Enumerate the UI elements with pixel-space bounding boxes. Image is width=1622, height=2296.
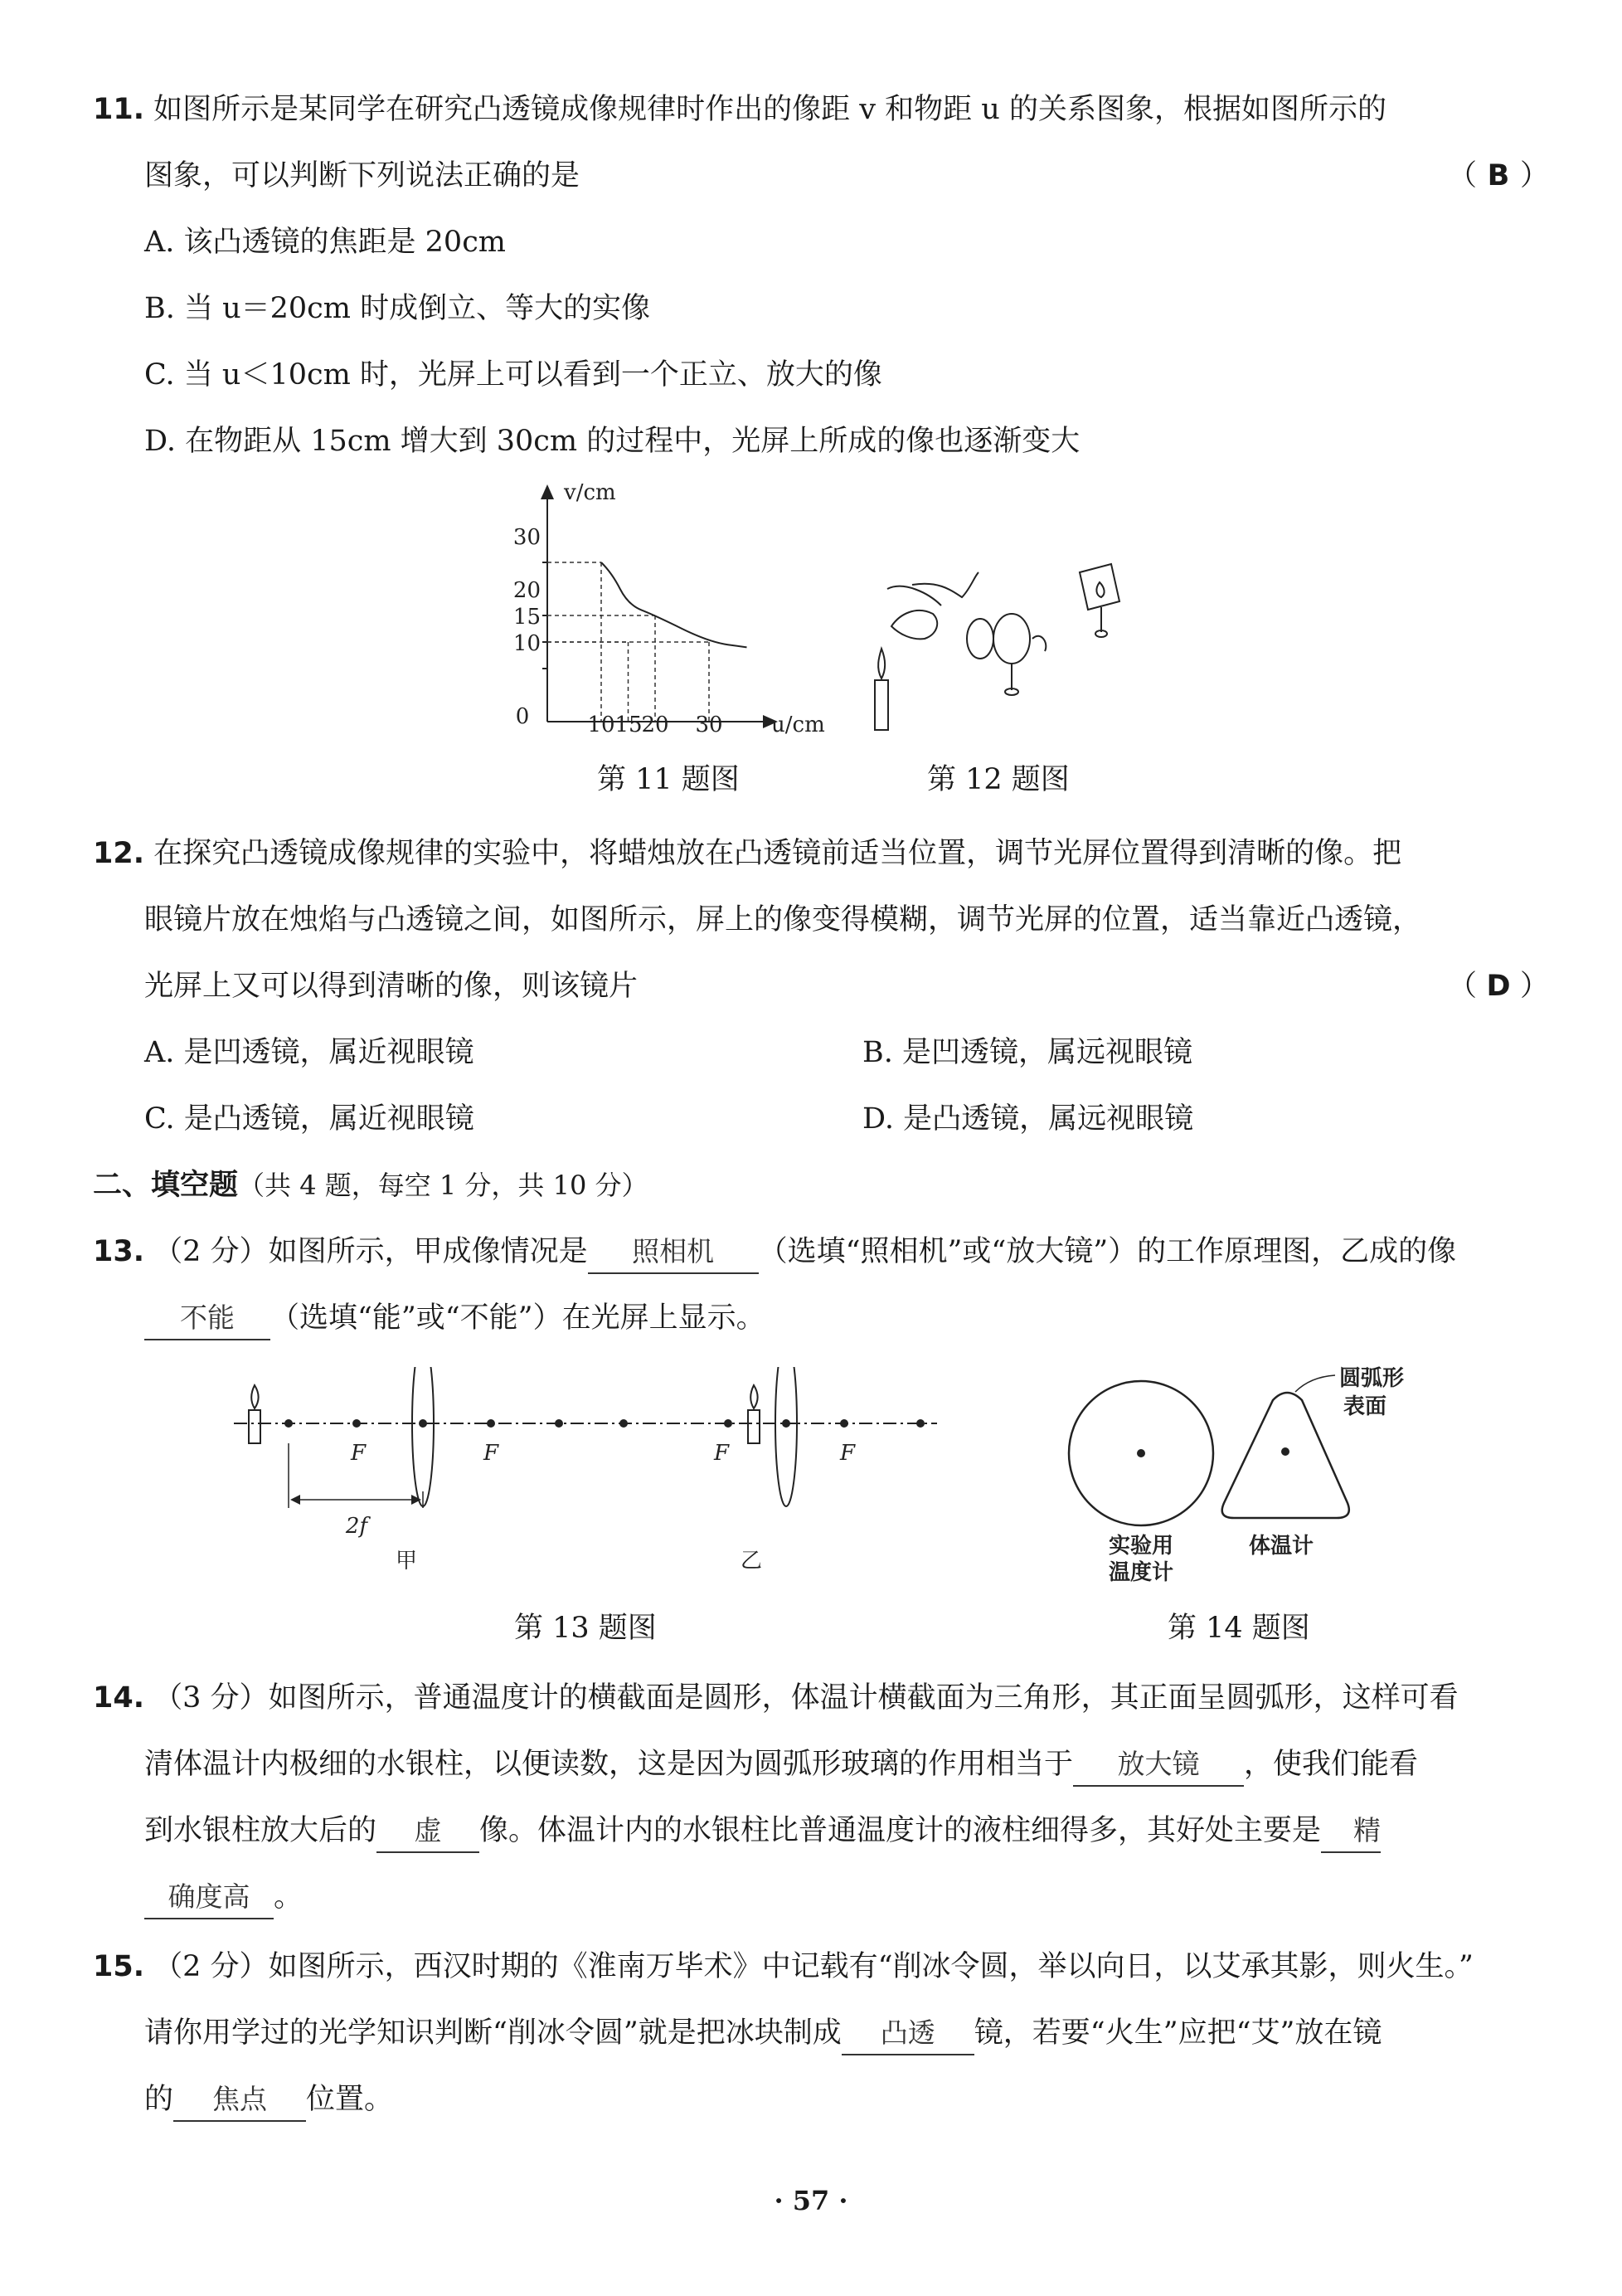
focus-label-3: F [713, 1441, 730, 1466]
q15-blank2: 焦点 [173, 2079, 306, 2122]
q14-blank3-part1: 精 [1321, 1810, 1381, 1853]
q15-line3 [144, 2079, 393, 2122]
fig13-caption: 第 13 题图 [514, 1612, 657, 1645]
point-2f-right-yi [916, 1419, 925, 1428]
q14-line2 [144, 1744, 1418, 1787]
flame-jia-icon [251, 1385, 258, 1408]
q11-option-d: D. 在物距从 15cm 增大到 30cm 的过程中，光屏上所成的像也逐渐变大 [144, 425, 1081, 458]
q13-score: （2 分） [153, 1235, 269, 1268]
body-thermometer-label: 体温计 [1248, 1534, 1314, 1559]
q11-answer: （ B ） [1448, 155, 1549, 197]
q12-stem-line3: 光屏上又可以得到清晰的像，则该镜片 [144, 970, 639, 1003]
section2-title: 二、填空题 [93, 1169, 239, 1202]
light-screen-icon [1080, 564, 1119, 610]
yi-label: 乙 [740, 1549, 763, 1574]
q12-line1 [93, 833, 1401, 874]
candle-yi-icon [748, 1410, 760, 1443]
image-on-screen-icon [1096, 582, 1104, 597]
q12-answer-letter: D [1486, 970, 1511, 1003]
q14-number: 14. [93, 1681, 145, 1715]
q14-score: （3 分） [153, 1681, 269, 1715]
fig14-diagram [1061, 1360, 1459, 1584]
q13-line1 [93, 1231, 1456, 1274]
lens-jia-icon [412, 1367, 434, 1506]
q14-line3 [144, 1810, 1381, 1853]
q15-text-line1: 如图所示，西汉时期的《淮南万毕术》中记载有“削冰令圆，举以向日，以艾承其影，则火生。” [268, 1950, 1474, 1983]
point-2f-right-jia [555, 1419, 563, 1428]
fig11-graph [498, 481, 846, 747]
q11-stem-line1: 如图所示是某同学在研究凸透镜成像规律时作出的像距 v 和物距 u 的关系图象，根据如图所示的 [153, 93, 1386, 126]
q12-answer: （ D ） [1448, 966, 1549, 1007]
section2-note: （共 4 题，每空 1 分，共 10 分） [238, 1170, 648, 1201]
point-f-right-yi [840, 1419, 848, 1428]
fig14-caption: 第 14 题图 [1168, 1612, 1310, 1645]
v-u-curve [601, 562, 747, 647]
candle-jia-icon [249, 1410, 260, 1443]
glasses-arm-icon [1032, 636, 1046, 651]
q15-number: 15. [93, 1950, 145, 1983]
guide-lines [542, 562, 709, 722]
flame-yi-icon [750, 1385, 757, 1408]
q12-stem-line2: 眼镜片放在烛焰与凸透镜之间，如图所示，屏上的像变得模糊，调节光屏的位置，适当靠近凸透镜， [144, 903, 1422, 936]
fig12-illustration [871, 556, 1144, 747]
jia-label: 甲 [395, 1549, 418, 1574]
q11-number: 11. [93, 93, 145, 126]
x-tick-10: 10 [587, 713, 615, 737]
q11-answer-letter: B [1487, 159, 1510, 192]
q14-text-b: ，使我们能看 [1244, 1748, 1419, 1781]
lab-liquid-column [1137, 1449, 1145, 1457]
fig11-caption: 第 11 题图 [597, 763, 740, 796]
arc-label-1: 圆弧形 [1339, 1366, 1405, 1391]
focus-label-1: F [350, 1441, 367, 1466]
hand-icon [887, 572, 979, 606]
q13-text-b: （选填“照相机”或“放大镜”）的工作原理图，乙成的像 [758, 1235, 1457, 1268]
q14-text-e: 。 [274, 1880, 304, 1914]
point-f-right-jia [487, 1419, 495, 1428]
fig13-diagram [224, 1367, 954, 1583]
arc-label-2: 表面 [1343, 1394, 1387, 1419]
q11-line1 [93, 89, 1386, 130]
fingers-icon [891, 610, 937, 639]
y-axis-label: v/cm [564, 481, 616, 505]
q14-text-d: 像。体温计内的水银柱比普通温度计的液柱细得多，其好处主要是 [479, 1814, 1322, 1847]
q13-line2 [144, 1297, 765, 1340]
q14-text-a: 清体温计内极细的水银柱，以便读数，这是因为圆弧形玻璃的作用相当于 [144, 1748, 1074, 1781]
q13-blank2: 不能 [144, 1297, 270, 1340]
q14-line4 [144, 1876, 303, 1919]
x-tick-0: 0 [515, 704, 530, 729]
q14-text-c: 到水银柱放大后的 [144, 1814, 377, 1847]
y-tick-20: 20 [512, 578, 541, 603]
section2-heading [93, 1165, 648, 1206]
x-axis-label: u/cm [771, 713, 825, 737]
lens-yi-icon [775, 1367, 797, 1506]
q15-text-b: 镜，若要“火生”应把“艾”放在镜 [974, 2016, 1382, 2050]
q12-option-d: D. 是凸透镜，属远视眼镜 [862, 1102, 1194, 1136]
q15-text-c: 的 [144, 2083, 174, 2116]
flame-icon [878, 649, 885, 679]
glasses-lens-icon [967, 619, 993, 659]
q11-stem-line2: 图象，可以判断下列说法正确的是 [144, 159, 580, 192]
candle-icon [875, 680, 888, 730]
lab-label-1: 实验用 [1108, 1534, 1174, 1559]
convex-lens-icon [993, 614, 1030, 664]
q15-line1 [93, 1946, 1474, 1987]
q15-text-a: 请你用学过的光学知识判断“削冰令圆”就是把冰块制成 [144, 2016, 842, 2050]
q15-blank1: 凸透 [842, 2012, 974, 2055]
q12-option-c: C. 是凸透镜，属近视眼镜 [144, 1102, 474, 1136]
y-tick-30: 30 [512, 525, 541, 550]
mercury-column [1281, 1447, 1289, 1456]
q14-line1 [93, 1677, 1459, 1719]
q15-text-d: 位置。 [306, 2083, 394, 2116]
optical-center-yi [782, 1419, 790, 1428]
q13-text-a: 如图所示，甲成像情况是 [268, 1235, 588, 1268]
y-tick-10: 10 [512, 631, 541, 656]
x-tick-20: 20 [641, 713, 669, 737]
page-number: · 57 · [774, 2185, 848, 2216]
point-f-left-jia [352, 1419, 361, 1428]
focus-label-4: F [839, 1441, 856, 1466]
q14-blank1: 放大镜 [1073, 1744, 1244, 1787]
point-2f-left-yi [619, 1419, 628, 1428]
q11-option-a: A. 该凸透镜的焦距是 20cm [144, 226, 506, 259]
q13-number: 13. [93, 1235, 145, 1268]
q14-blank2: 虚 [376, 1810, 479, 1853]
q11-option-c: C. 当 u＜10cm 时，光屏上可以看到一个正立、放大的像 [144, 358, 882, 392]
q12-stem-line1: 在探究凸透镜成像规律的实验中，将蜡烛放在凸透镜前适当位置，调节光屏位置得到清晰的像。把 [153, 837, 1402, 870]
focus-label-2: F [483, 1441, 499, 1466]
optical-center-jia [419, 1419, 427, 1428]
q15-line2 [144, 2012, 1382, 2055]
point-2f-left-jia [284, 1419, 293, 1428]
point-f-left-yi [724, 1419, 732, 1428]
q14-text-line1: 如图所示，普通温度计的横截面是圆形，体温计横截面为三角形，其正面呈圆弧形，这样可看 [268, 1681, 1459, 1715]
lab-label-2: 温度计 [1108, 1560, 1174, 1584]
q12-option-a: A. 是凹透镜，属近视眼镜 [144, 1036, 474, 1069]
fig12-caption: 第 12 题图 [927, 763, 1070, 796]
q13-text-c: （选填“能”或“不能”）在光屏上显示。 [270, 1301, 765, 1335]
dim-arrowhead-left [290, 1495, 300, 1505]
y-tick-15: 15 [512, 605, 541, 630]
q11-option-b: B. 当 u＝20cm 时成倒立、等大的实像 [144, 292, 651, 325]
q12-number: 12. [93, 837, 145, 870]
twof-label: 2f [345, 1514, 368, 1539]
x-tick-15: 15 [614, 713, 643, 737]
q13-blank1: 照相机 [588, 1231, 759, 1274]
arc-pointer-line [1295, 1375, 1335, 1392]
x-tick-30: 30 [695, 713, 723, 737]
q12-option-b: B. 是凹透镜，属远视眼镜 [862, 1036, 1192, 1069]
q14-blank3-part2: 确度高 [144, 1876, 274, 1919]
q15-score: （2 分） [153, 1950, 269, 1983]
